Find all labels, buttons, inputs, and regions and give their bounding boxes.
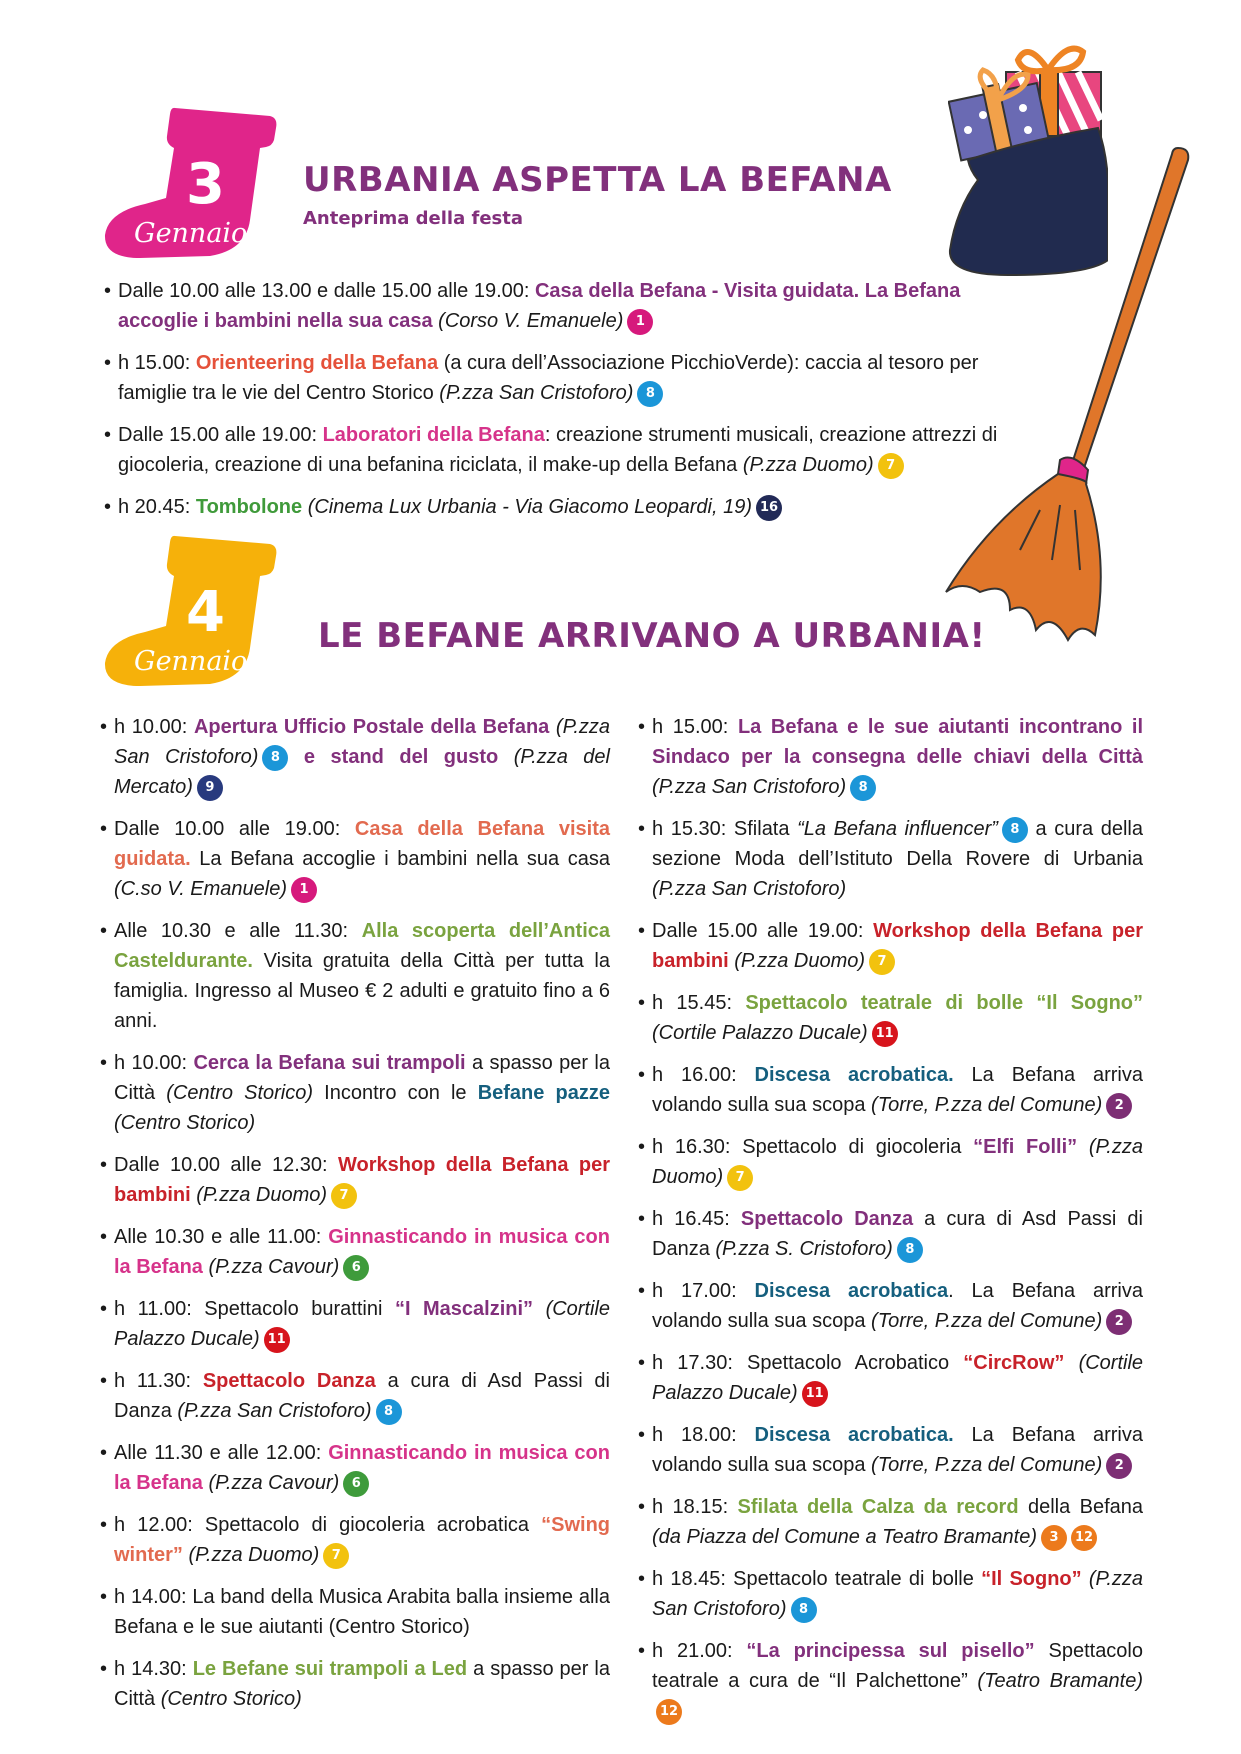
event-item xyxy=(100,1582,610,1642)
broom-icon xyxy=(940,140,1200,660)
event-title: e stand del gusto xyxy=(288,746,499,768)
event-location: (Centro Storico) xyxy=(166,1082,314,1104)
event-item xyxy=(100,814,610,904)
event-description: a spasso per la Città xyxy=(114,1658,610,1710)
event-description: Spettacolo teatrale a cura de “Il Palchettone” xyxy=(652,1640,1144,1692)
month-label: Gennaio xyxy=(134,646,248,677)
event-item xyxy=(638,1492,1143,1552)
event-description xyxy=(1082,1568,1089,1590)
event-title: Alla scoperta dell’Antica Casteldurante. xyxy=(114,920,611,972)
event-time: h 11.30: xyxy=(114,1370,203,1392)
event-description: . La Befana arriva volando sulla sua scopa xyxy=(652,1280,1143,1332)
event-item xyxy=(638,1204,1143,1264)
event-location: (Centro Storico) xyxy=(160,1688,302,1710)
event-location: (P.zza Duomo) xyxy=(196,1184,328,1206)
event-title: Discesa acrobatica xyxy=(754,1280,949,1302)
event-location: (Cortile Palazzo Ducale) xyxy=(652,1352,1144,1404)
event-location: (P.zza San Cristoforo) xyxy=(652,1568,1143,1620)
event-title: Befane pazze xyxy=(477,1082,611,1104)
event-item xyxy=(638,988,1143,1048)
event-description: La Befana arriva volando sulla sua scopa xyxy=(652,1424,1143,1476)
broom-illustration xyxy=(940,140,1200,660)
event-title: Spettacolo Danza xyxy=(202,1370,376,1392)
location-number-badge: 2 xyxy=(1106,1309,1132,1335)
event-item xyxy=(638,1060,1143,1120)
event-title: Sfilata della Calza da record xyxy=(737,1496,1019,1518)
event-time: h 20.45: xyxy=(118,496,196,518)
event-location: (C.so V. Emanuele) xyxy=(114,878,288,900)
event-description: La Befana arriva volando sulla sua scopa xyxy=(652,1064,1143,1116)
event-time: Dalle 15.00 alle 19.00: xyxy=(118,424,323,446)
event-title: Spettacolo teatrale di bolle “Il Sogno” xyxy=(745,992,1144,1014)
event-title: “Il Sogno” xyxy=(981,1568,1082,1590)
event-description xyxy=(1077,1136,1089,1158)
event-item xyxy=(100,1048,610,1138)
location-number-badge: 7 xyxy=(878,453,904,479)
location-number-badge: 6 xyxy=(343,1255,369,1281)
event-description: : creazione strumenti musicali, creazione attrezzi di giocoleria, creazione di una befanina riciclata, il make-up della Befana xyxy=(118,424,998,476)
location-number-badge: 9 xyxy=(197,775,223,801)
event-location: (P.zza Cavour) xyxy=(208,1256,340,1278)
event-time: h 16.45: xyxy=(652,1208,741,1230)
event-item xyxy=(100,1654,610,1714)
location-number-badge: 11 xyxy=(872,1021,898,1047)
event-item xyxy=(638,814,1143,904)
event-location: (Cortile Palazzo Ducale) xyxy=(652,1022,868,1044)
location-number-badge: 1 xyxy=(291,877,317,903)
location-number-badge: 12 xyxy=(656,1699,682,1725)
event-time: Dalle 15.00 alle 19.00: xyxy=(652,920,874,942)
event-description xyxy=(533,1298,546,1320)
event-location: (da Piazza del Comune a Teatro Bramante) xyxy=(652,1526,1038,1548)
day3-event-list xyxy=(104,276,1004,534)
location-number-badge: 1 xyxy=(627,309,653,335)
event-title: Discesa acrobatica. xyxy=(754,1424,954,1446)
event-location: (Teatro Bramante) xyxy=(977,1670,1143,1692)
event-time: h 15.00: xyxy=(652,716,738,738)
day3-subtitle: Anteprima della festa xyxy=(303,208,524,229)
event-time: h 16.00: xyxy=(652,1064,755,1086)
location-number-badge: 8 xyxy=(1002,817,1028,843)
event-time: h 17.30: Spettacolo Acrobatico xyxy=(652,1352,964,1374)
event-time: Alle 11.30 e alle 12.00: xyxy=(114,1442,329,1464)
event-item xyxy=(638,916,1143,976)
event-item xyxy=(638,1348,1143,1408)
event-location: (P.zza Duomo) xyxy=(734,950,866,972)
event-title: Casa della Befana - Visita guidata. La Befana accoglie i bambini nella sua casa xyxy=(118,280,961,332)
location-number-badge: 7 xyxy=(869,949,895,975)
event-description: Visita gratuita della Città per tutta la famiglia. Ingresso al Museo € 2 adulti e gratuito fino a 6 anni. xyxy=(114,950,610,1032)
event-title: Orienteering della Befana xyxy=(195,352,439,374)
event-title: Laboratori della Befana xyxy=(322,424,545,446)
event-time: h 14.00: La band della Musica Arabita balla insieme alla Befana e le sue aiutanti (Centro Storico) xyxy=(114,1586,610,1638)
event-description: (a cura dell’Associazione PicchioVerde): caccia al tesoro per famiglie tra le vie del Centro Storico xyxy=(118,352,979,404)
event-time: h 18.15: xyxy=(652,1496,738,1518)
event-location: (Corso V. Emanuele) xyxy=(438,310,624,332)
event-item xyxy=(104,420,1004,480)
event-item xyxy=(100,916,610,1036)
event-description: La Befana accoglie i bambini nella sua casa xyxy=(190,848,610,870)
event-time: h 18.45: Spettacolo teatrale di bolle xyxy=(652,1568,982,1590)
event-time: h 11.00: Spettacolo burattini xyxy=(114,1298,395,1320)
event-item xyxy=(100,1222,610,1282)
event-item xyxy=(100,712,610,802)
event-description: della Befana xyxy=(1018,1496,1144,1518)
event-time: h 15.30: Sfilata xyxy=(652,818,798,840)
event-time: h 10.00: xyxy=(114,716,194,738)
event-location: (P.zza San Cristoforo) xyxy=(177,1400,372,1422)
event-item xyxy=(104,492,1004,522)
location-number-badge: 3 xyxy=(1041,1525,1067,1551)
event-location: (P.zza San Cristoforo) xyxy=(652,776,847,798)
event-time: h 12.00: Spettacolo di giocoleria acrobatica xyxy=(114,1514,542,1536)
day3-sock-badge xyxy=(100,100,280,260)
event-location: (P.zza S. Cristoforo) xyxy=(715,1238,893,1260)
event-location: (P.zza Duomo) xyxy=(652,1136,1143,1188)
event-item xyxy=(638,1636,1143,1726)
event-item xyxy=(638,1132,1143,1192)
event-title: Casa della Befana visita guidata. xyxy=(114,818,611,870)
event-title: Ginnasticando in musica con la Befana xyxy=(114,1226,610,1278)
location-number-badge: 7 xyxy=(727,1165,753,1191)
location-number-badge: 7 xyxy=(331,1183,357,1209)
event-location: (Torre, P.zza del Comune) xyxy=(871,1094,1103,1116)
event-item xyxy=(100,1150,610,1210)
event-description: a cura di Asd Passi di Danza xyxy=(652,1208,1143,1260)
event-description: a cura della sezione Moda dell’Istituto Della Rovere di Urbania xyxy=(652,818,1143,870)
event-location: (P.zza Duomo) xyxy=(742,454,874,476)
event-location: (Cortile Palazzo Ducale) xyxy=(114,1298,611,1350)
location-number-badge: 8 xyxy=(850,775,876,801)
event-time: Dalle 10.00 alle 19.00: xyxy=(114,818,355,840)
month-label: Gennaio xyxy=(134,218,248,249)
event-item xyxy=(638,1564,1143,1624)
event-description: a spasso per la Città xyxy=(114,1052,610,1104)
event-location: (P.zza Cavour) xyxy=(208,1472,340,1494)
event-title: “I Mascalzini” xyxy=(394,1298,534,1320)
location-number-badge: 2 xyxy=(1106,1093,1132,1119)
event-location: (Torre, P.zza del Comune) xyxy=(871,1454,1103,1476)
event-time: h 17.00: xyxy=(652,1280,755,1302)
event-time: Dalle 10.00 alle 12.30: xyxy=(114,1154,338,1176)
event-time: h 18.00: xyxy=(652,1424,755,1446)
event-title: Cerca la Befana sui trampoli xyxy=(193,1052,466,1074)
event-time: h 15.00: xyxy=(118,352,196,374)
event-title: Spettacolo Danza xyxy=(740,1208,914,1230)
event-title: “CircRow” xyxy=(963,1352,1065,1374)
event-item xyxy=(100,1294,610,1354)
location-number-badge: 7 xyxy=(323,1543,349,1569)
event-description: a cura di Asd Passi di Danza xyxy=(114,1370,611,1422)
event-location: (P.zza Duomo) xyxy=(188,1544,320,1566)
location-number-badge: 16 xyxy=(756,495,782,521)
event-title: Workshop della Befana per bambini xyxy=(114,1154,610,1206)
location-number-badge: 8 xyxy=(376,1399,402,1425)
event-location: (P.zza San Cristoforo) xyxy=(439,382,634,404)
event-title: Discesa acrobatica. xyxy=(754,1064,954,1086)
event-time: h 16.30: Spettacolo di giocoleria xyxy=(652,1136,974,1158)
event-item xyxy=(638,1420,1143,1480)
event-title: Apertura Ufficio Postale della Befana xyxy=(193,716,550,738)
event-title: Le Befane sui trampoli a Led xyxy=(192,1658,468,1680)
location-number-badge: 8 xyxy=(262,745,288,771)
location-number-badge: 12 xyxy=(1071,1525,1097,1551)
day3-title: URBANIA ASPETTA LA BEFANA xyxy=(303,160,892,200)
event-description xyxy=(1064,1352,1078,1374)
day-number: 4 xyxy=(186,580,225,645)
event-time: h 15.45: xyxy=(652,992,746,1014)
event-title: “Swing winter” xyxy=(114,1514,610,1566)
event-location: (Cinema Lux Urbania - Via Giacomo Leopardi, 19) xyxy=(307,496,752,518)
day-number: 3 xyxy=(186,152,225,217)
event-description xyxy=(549,716,556,738)
event-title: Workshop della Befana per bambini xyxy=(652,920,1143,972)
event-time: h 14.30: xyxy=(114,1658,193,1680)
location-number-badge: 2 xyxy=(1106,1453,1132,1479)
event-item xyxy=(104,276,1004,336)
event-location: (P.zza San Cristoforo) xyxy=(652,878,847,900)
event-location: “La Befana influencer” xyxy=(797,818,998,840)
event-time: h 21.00: xyxy=(652,1640,747,1662)
day4-left-event-list xyxy=(100,712,610,1726)
event-title: Ginnasticando in musica con la Befana xyxy=(114,1442,610,1494)
day4-right-event-list xyxy=(638,712,1143,1738)
event-item xyxy=(100,1510,610,1570)
location-number-badge: 11 xyxy=(802,1381,828,1407)
event-item xyxy=(100,1438,610,1498)
event-item xyxy=(104,348,1004,408)
event-item xyxy=(638,712,1143,802)
location-number-badge: 8 xyxy=(897,1237,923,1263)
event-title: “Elfi Folli” xyxy=(973,1136,1078,1158)
event-title: Tombolone xyxy=(195,496,303,518)
event-time: Alle 10.30 e alle 11.30: xyxy=(114,920,362,942)
event-item xyxy=(638,1276,1143,1336)
event-location: (Torre, P.zza del Comune) xyxy=(871,1310,1103,1332)
event-location: (P.zza San Cristoforo) xyxy=(114,716,611,768)
event-title: “La principessa sul pisello” xyxy=(746,1640,1035,1662)
event-location: (P.zza del Mercato) xyxy=(114,746,610,798)
event-time: h 10.00: xyxy=(114,1052,194,1074)
event-item xyxy=(100,1366,610,1426)
day4-title: LE BEFANE ARRIVANO A URBANIA! xyxy=(318,616,986,656)
event-time: Dalle 10.00 alle 13.00 e dalle 15.00 alle 19.00: xyxy=(118,280,535,302)
day4-sock-badge xyxy=(100,528,280,688)
event-location: (Centro Storico) xyxy=(114,1112,256,1134)
event-title: La Befana e le sue aiutanti incontrano il Sindaco per la consegna delle chiavi della Città xyxy=(652,716,1144,768)
location-number-badge: 8 xyxy=(791,1597,817,1623)
location-number-badge: 6 xyxy=(343,1471,369,1497)
event-description: Incontro con le xyxy=(313,1082,478,1104)
location-number-badge: 8 xyxy=(637,381,663,407)
location-number-badge: 11 xyxy=(264,1327,290,1353)
event-time: Alle 10.30 e alle 11.00: xyxy=(114,1226,329,1248)
